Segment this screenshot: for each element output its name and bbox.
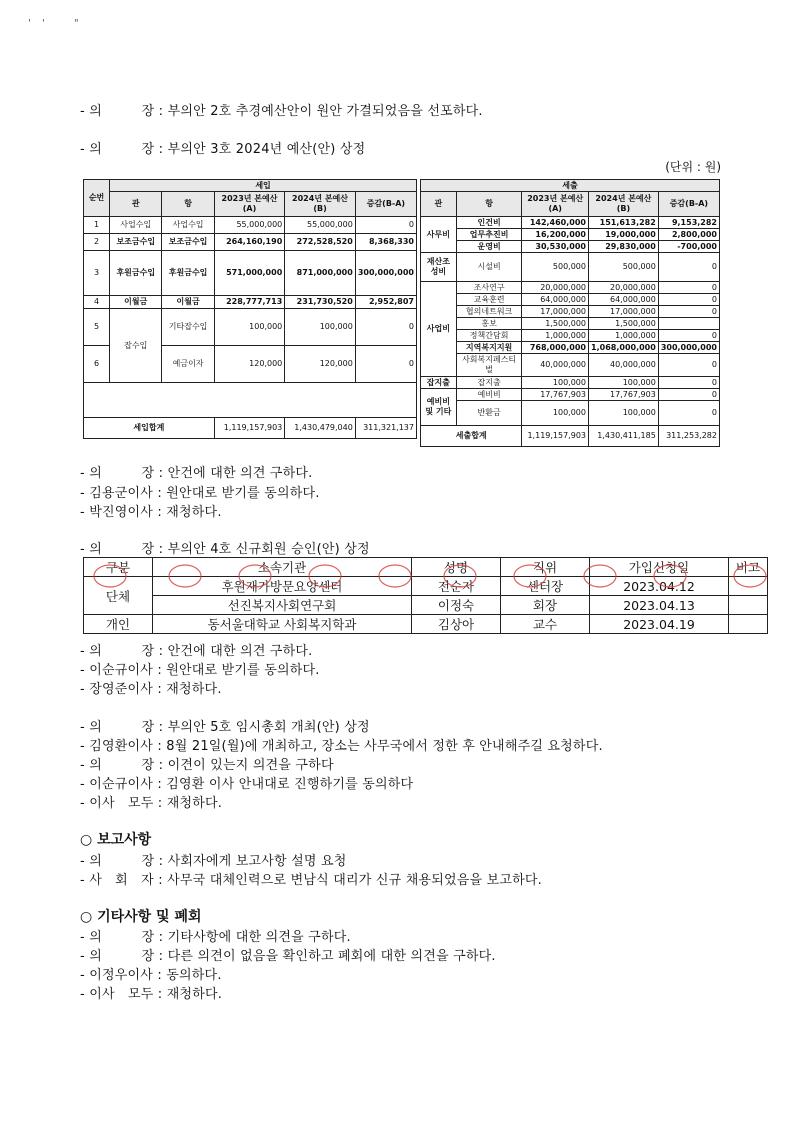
unit-label: (단위 : 원) (665, 160, 721, 174)
minutes-line: - 의 장 : 사회자에게 보고사항 설명 요청 (80, 854, 347, 869)
minutes-line: - 장영준이사 : 재청하다. (80, 682, 222, 697)
minutes-line: - 의 장 : 부의안 3호 2024년 예산(안) 상정 (80, 142, 366, 157)
section-heading: ○ 기타사항 및 폐회 (80, 909, 202, 925)
scan-mark: ' (28, 18, 31, 29)
minutes-line: - 이사 모두 : 재청하다. (80, 796, 223, 811)
income-table: 순번 세입 관 항 2023년 본예산(A) 2024년 본예산(B) 증감(B-A) 1 사업수입 사업수입 55,000,000 55,000,000 0 2 보조금수입 보조금수입 264,160,190 272,528,520 8,368,330 3 후원금수입 후원금수입 571,000,000 871,000,000 300,000,000 4 이월금 이월금 228,777,713 231,730,520 2,952,807 5 잡수입 기타잡수입 100,000 100,000 0 6 예금이자 120,000 120,000 0 세입합계 1,119,157,903 1,430,479,040 311,321,137 (83, 179, 417, 439)
minutes-line: - 의 장 : 부의안 4호 신규회원 승인(안) 상정 (80, 542, 370, 557)
minutes-line: - 이사 모두 : 재청하다. (80, 987, 223, 1002)
minutes-line: - 김영환이사 : 8월 21일(월)에 개최하고, 장소는 사무국에서 정한 후 안내해주길 요청하다. (80, 739, 603, 754)
minutes-line: - 이순규이사 : 김영환 이사 안내대로 진행하기를 동의하다 (80, 777, 414, 792)
section-heading: ○ 보고사항 (80, 832, 152, 848)
minutes-line: - 이순규이사 : 원안대로 받기를 동의하다. (80, 663, 320, 678)
minutes-line: - 의 장 : 부의안 2호 추경예산안이 원안 가결되었음을 선포하다. (80, 104, 483, 119)
expense-table: 세출 관 항 2023년 본예산(A) 2024년 본예산(B) 증감(B-A) 사무비 인건비 142,460,000 151,613,282 9,153,282 업무추진비 16,200,000 19,000,000 2,800,000 운영비 30,530,000 29,830,000 -700,000 재산조성비 시설비 500,000 500,000 0 사업비 조사연구 20,000,000 20,000,000 0 교육훈련 64,000,000 64,000,000 0 협의네트워크 17,000,000 17,000,000 0 홍보 1,500,000 1,500,000 정책간담회 1,000,000 1,000,000 0 지역복지지원 768,000,000 1,068,000,000 300,000,000 사회복지페스티벌 40,000,000 40,000,000 0 잡지출 잡지출 100,000 100,000 0 예비비 및 기타 예비비 17,767,903 17,767,903 0 반환금 100,000 100,000 0 세출합계 1,119,157,903 1,430,411,185 311,253,282 (420, 179, 720, 447)
minutes-line: - 이정우이사 : 동의하다. (80, 968, 222, 983)
minutes-line: - 의 장 : 안건에 대한 의견 구하다. (80, 466, 313, 481)
minutes-line: - 의 장 : 다른 의견이 없음을 확인하고 폐회에 대한 의견을 구하다. (80, 949, 496, 964)
minutes-line: - 박진영이사 : 재청하다. (80, 505, 222, 520)
new-members-table: 구분 소속기관 성명 직위 가입신청일 비고 단체 후원재가방문요양센터 전순자 센터장 2023.04.12 선진복지사회연구회 이정숙 회장 2023.04.13 개인 동서울대학교 사회복지학과 김상아 교수 2023.04.19 (83, 557, 768, 634)
minutes-line: - 사 회 자 : 사무국 대체인력으로 변남식 대리가 신규 채용되었음을 보고하다. (80, 873, 542, 888)
minutes-line: - 의 장 : 부의안 5호 임시총회 개최(안) 상정 (80, 720, 370, 735)
minutes-line: - 의 장 : 기타사항에 대한 의견을 구하다. (80, 930, 351, 945)
scan-mark: ' (42, 18, 45, 29)
minutes-line: - 김용군이사 : 원안대로 받기를 동의하다. (80, 486, 320, 501)
minutes-line: - 의 장 : 안건에 대한 의견 구하다. (80, 644, 313, 659)
scan-mark: " (74, 18, 79, 29)
minutes-line: - 의 장 : 이견이 있는지 의견을 구하다 (80, 758, 334, 773)
